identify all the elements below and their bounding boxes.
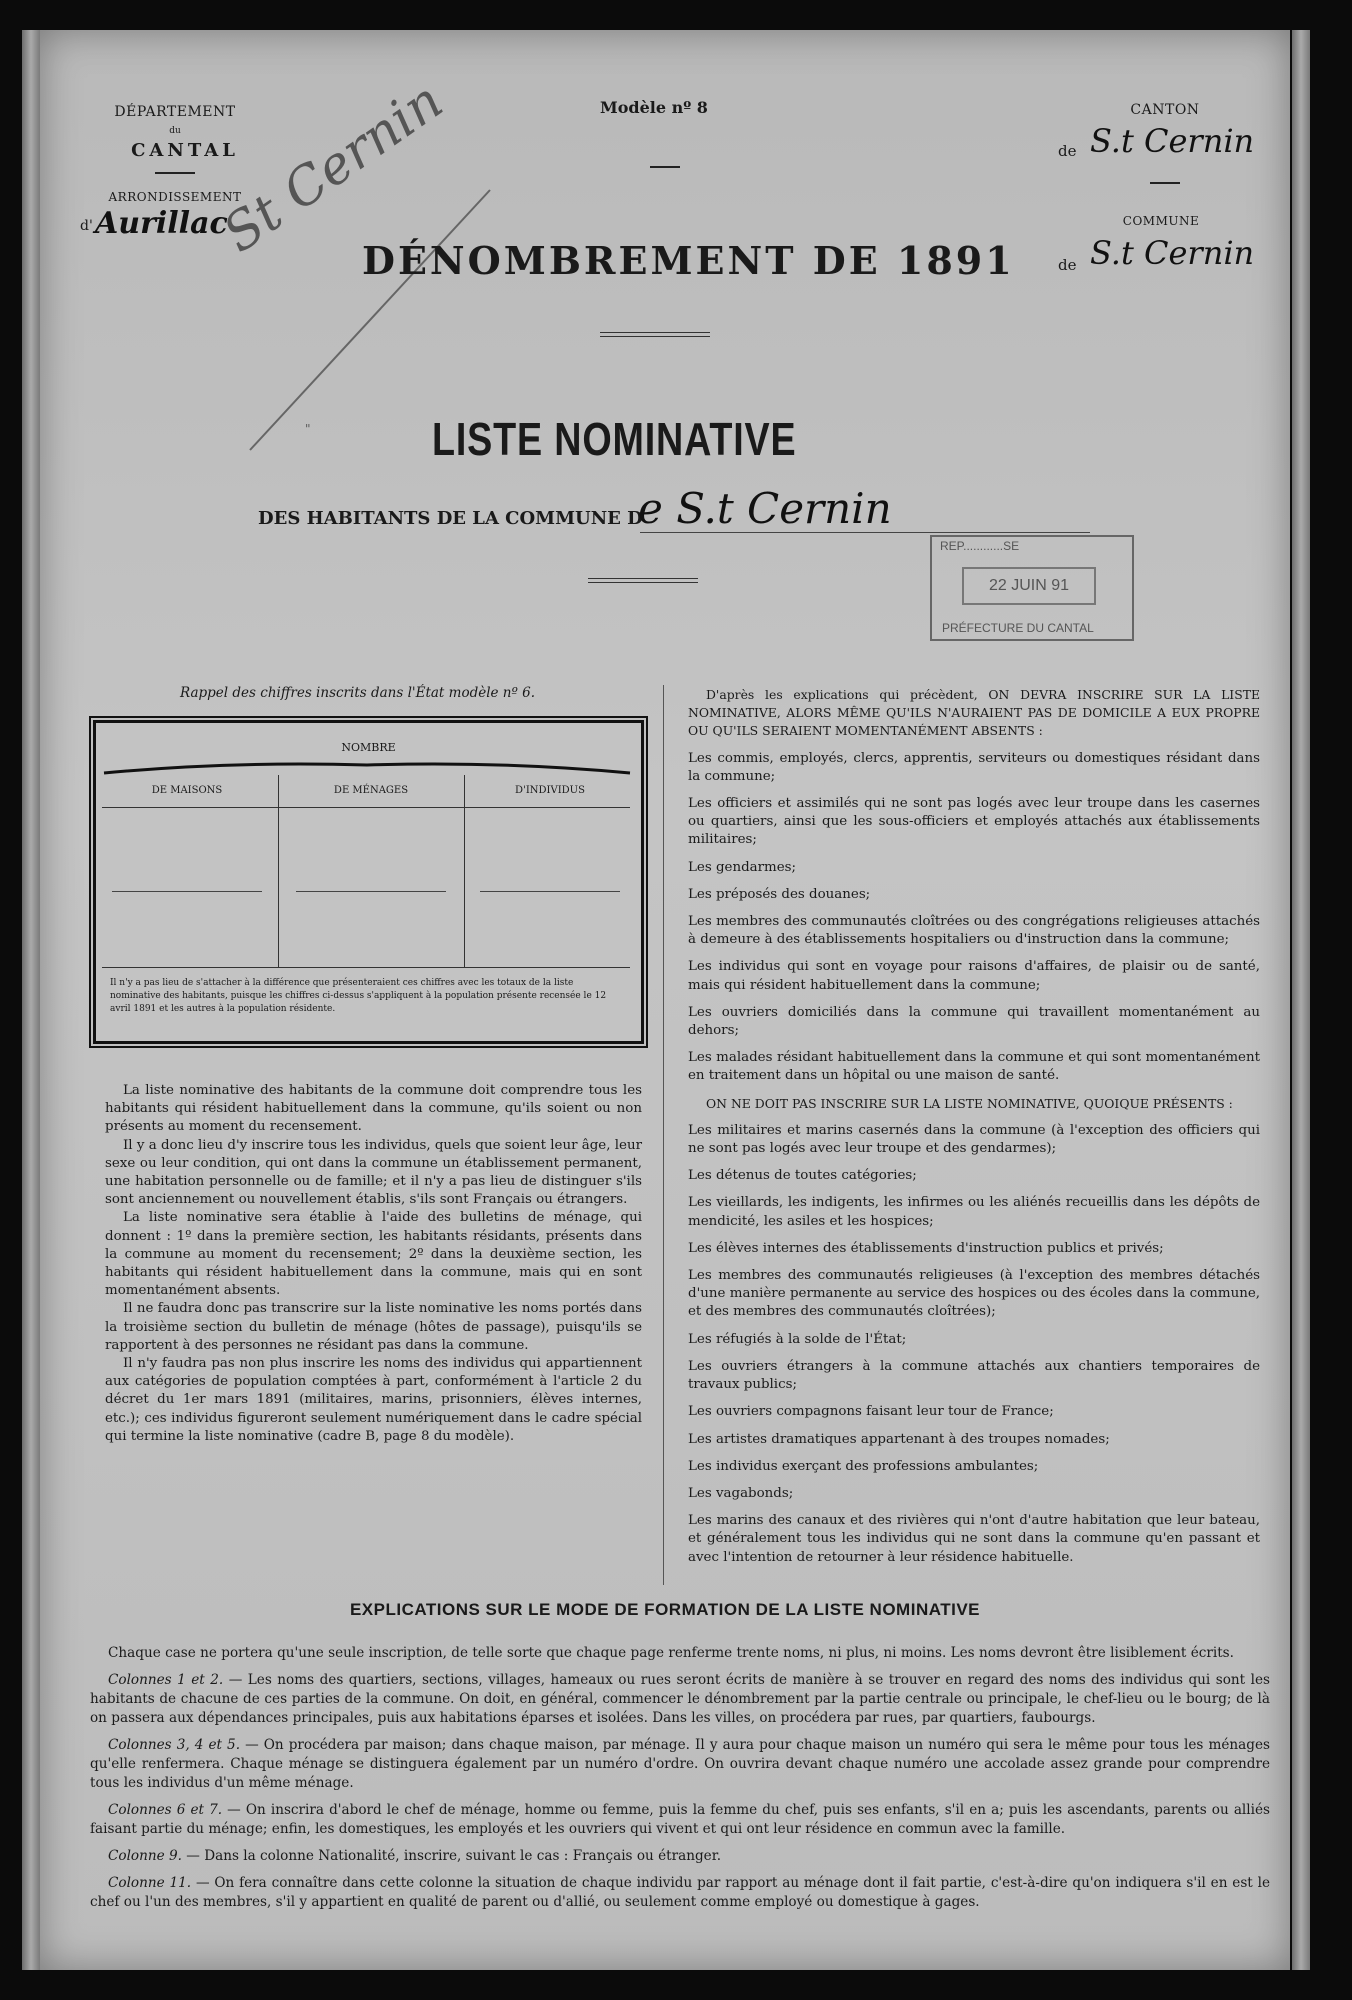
blank-line bbox=[112, 891, 262, 892]
footer-rule bbox=[102, 967, 630, 968]
left-column bbox=[105, 1082, 642, 1446]
left-paragraph: Il n'y faudra pas non plus inscrire les noms des individus qui appartiennent aux catégories de population comptées à part, conformément à l'article 2 du décret du 1er mars 1891 (militaires, marins, prisonniers, élèves internes, etc.); ces individus figureront seulement numériquement dans le cadre spécial qui termine la liste nominative (cadre B, page 8 du modèle). bbox=[105, 1356, 642, 1444]
right-column bbox=[688, 686, 1260, 1576]
ne-pas-item: Les marins des canaux et des rivières qui n'ont d'autre habitation que leur bateau, et généralement tous les individus qui ne sont dans la commune qu'en passant et avec l'intention de retourner à leur résidence habituelle. bbox=[688, 1513, 1260, 1565]
underline bbox=[640, 532, 1090, 533]
item-label: Colonne 9. bbox=[108, 1848, 182, 1864]
nombre-brace bbox=[102, 759, 632, 779]
inscrire-item: Les malades résidant habituellement dans la commune et qui sont momentanément en traitement dans un hôpital ou une maison de santé. bbox=[688, 1050, 1260, 1084]
canton-handwritten: S.t Cernin bbox=[1090, 122, 1255, 160]
arrondissement-handwritten: Aurillac bbox=[95, 206, 228, 241]
divider bbox=[1150, 182, 1180, 184]
item-text: — On procédera par maison; dans chaque maison, par ménage. Il y aura pour chaque maison un numéro qui sera le même pour tous les ménages qu'elle renfermera. Chaque ménage se distinguera également par un numéro d'ordre. On ouvrira devant chaque numéro une accolade assez grande pour comprendre tous les individus d'un même ménage. bbox=[90, 1737, 1270, 1791]
column-rule bbox=[663, 685, 664, 1585]
prefecture-stamp bbox=[930, 535, 1134, 641]
divider bbox=[600, 332, 710, 337]
nombre-label: NOMBRE bbox=[341, 741, 396, 754]
tick-mark: " bbox=[305, 422, 311, 436]
col-individus: D'INDIVIDUS bbox=[515, 785, 585, 796]
departement-label: DÉPARTEMENT bbox=[114, 104, 236, 120]
col-menages: DE MÉNAGES bbox=[333, 785, 409, 796]
ne-pas-item: Les individus exerçant des professions ambulantes; bbox=[688, 1458, 1039, 1474]
rappel-box bbox=[93, 720, 644, 1044]
liste-title: LISTE NOMINATIVE bbox=[432, 413, 797, 465]
stamp-bottom: PRÉFECTURE DU CANTAL bbox=[942, 621, 1094, 635]
stamp-date: 22 JUIN 91 bbox=[962, 567, 1096, 605]
inscrire-item: Les préposés des douanes; bbox=[688, 886, 871, 902]
item-label: Colonne 11. bbox=[108, 1875, 192, 1891]
departement-name: CANTAL bbox=[131, 140, 239, 161]
rappel-title: Rappel des chiffres inscrits dans l'État modèle nº 6. bbox=[180, 685, 536, 701]
census-page bbox=[40, 30, 1290, 1970]
liste-subtitle: DES HABITANTS DE LA COMMUNE D bbox=[258, 508, 643, 529]
modele-label: Modèle nº 8 bbox=[600, 98, 708, 117]
ne-pas-item: Les artistes dramatiques appartenant à des troupes nomades; bbox=[688, 1431, 1110, 1447]
explications-intro: Chaque case ne portera qu'une seule inscription, de telle sorte que chaque page renferme trente noms, ni plus, ni moins. Les noms devront être lisiblement écrits. bbox=[108, 1645, 1234, 1661]
explications-title: EXPLICATIONS SUR LE MODE DE FORMATION DE LA LISTE NOMINATIVE bbox=[349, 1600, 981, 1619]
commune-label: COMMUNE bbox=[1122, 214, 1200, 228]
inscrire-item: Les commis, employés, clercs, apprentis, serviteurs ou domestiques résidant dans la commune; bbox=[688, 750, 1260, 784]
col-maisons: DE MAISONS bbox=[151, 785, 223, 796]
inscrire-item: Les officiers et assimilés qui ne sont pas logés avec leur troupe dans les casernes ou quartiers, ainsi que les sous-officiers et employés attachés aux établissements militaires; bbox=[688, 796, 1260, 848]
explications-item bbox=[90, 1671, 1270, 1728]
explications-body bbox=[90, 1644, 1270, 1920]
item-label: Colonnes 3, 4 et 5. bbox=[108, 1737, 241, 1753]
left-paragraph: Il ne faudra donc pas transcrire sur la liste nominative les noms portés dans la troisième section du bulletin de ménage (hôtes de passage), puisqu'ils se rapportent à des personnes ne résidant pas dans la commune. bbox=[105, 1301, 642, 1353]
inscrire-item: Les gendarmes; bbox=[688, 859, 797, 875]
blank-line bbox=[480, 891, 620, 892]
ne-pas-item: Les vieillards, les indigents, les infirmes ou les aliénés recueillis dans les dépôts de mendicité, les asiles et les hospices; bbox=[688, 1195, 1260, 1229]
stamp-top: REP............SE bbox=[940, 539, 1020, 553]
divider bbox=[588, 578, 698, 583]
canton-prefix: de bbox=[1058, 142, 1077, 160]
item-text: — Dans la colonne Nationalité, inscrire, suivant le cas : Français ou étranger. bbox=[181, 1848, 722, 1864]
header-rule bbox=[102, 807, 630, 808]
commune-prefix: de bbox=[1058, 256, 1077, 274]
ne-pas-item: Les élèves internes des établissements d'instruction publics et privés; bbox=[688, 1240, 1164, 1256]
ne-pas-item: Les détenus de toutes catégories; bbox=[688, 1168, 917, 1184]
explications-item bbox=[90, 1847, 1270, 1866]
item-text: — On fera connaître dans cette colonne la situation de chaque individu par rapport au ménage dont il fait partie, c'est-à-dire qu'on indiquera s'il en est le chef ou l'un des membres, s'il y appartient en qualité de parent ou d'allié, ou seulement comme employé ou domestique à gages. bbox=[90, 1875, 1270, 1910]
ne-pas-item: Les membres des communautés religieuses (à l'exception des membres détachés d'une manière permanente au service des hospices ou des écoles dans la commune, et des membres des communautés cloîtrées); bbox=[688, 1268, 1260, 1320]
ne-pas-item: Les ouvriers étrangers à la commune attachés aux chantiers temporaires de travaux publics; bbox=[688, 1358, 1260, 1393]
blank-line bbox=[296, 891, 446, 892]
item-text: — Les noms des quartiers, sections, villages, hameaux ou rues seront écrits de manière à se trouver en regard des noms des individus qui sont les habitants de chacune de ces parties de la commune. On doit, en général, commencer le dénombrement par la partie centrale ou principale, le chef-lieu ou le bourg; de là on passera aux dépendances principales, puis aux habitations éparses et isolées. Dans les villes, on procédera par rues, par quartiers, faubourgs. bbox=[90, 1672, 1270, 1726]
arrondissement-prefix: d' bbox=[80, 218, 93, 234]
explications-item bbox=[90, 1801, 1270, 1839]
right-intro: D'après les explications qui précèdent, ON DEVRA INSCRIRE SUR LA LISTE NOMINATIVE, ALORS MÊME QU'ILS N'AURAIENT PAS DE DOMICILE A EUX PROPRE OU QU'ILS SERAIENT MOMENTANÉMENT ABSENTS : bbox=[688, 687, 1260, 739]
divider bbox=[155, 172, 195, 174]
ne-pas-item: Les réfugiés à la solde de l'État; bbox=[688, 1331, 907, 1347]
inscrire-item: Les ouvriers domiciliés dans la commune qui travaillent momentanément au dehors; bbox=[688, 1004, 1260, 1039]
col-rule bbox=[278, 775, 279, 967]
page-title: DÉNOMBREMENT DE 1891 bbox=[362, 238, 1015, 283]
item-label: Colonnes 6 et 7. bbox=[108, 1802, 223, 1818]
left-paragraph: Il y a donc lieu d'y inscrire tous les individus, quels que soient leur âge, leur sexe ou leur condition, qui ont dans la commune un établissement permanent, une habitation personnelle ou de famille; et il n'y a pas lieu de distinguer s'ils sont anciennement ou nouvellement établis, s'ils sont Français ou étrangers. bbox=[105, 1137, 642, 1208]
arrondissement-label: ARRONDISSEMENT bbox=[108, 190, 242, 204]
left-paragraph: La liste nominative sera établie à l'aide des bulletins de ménage, qui donnent : 1º dans la première section, les habitants résidants, présents dans la commune au moment du recensement; 2º dans la deuxième section, les habitants qui résident habituellement dans la commune, mais qui en sont momentanément absents. bbox=[105, 1210, 642, 1299]
commune-handwritten-large: e S.t Cernin bbox=[638, 484, 892, 533]
ne-pas-heading: ON NE DOIT PAS INSCRIRE SUR LA LISTE NOMINATIVE, QUOIQUE PRÉSENTS : bbox=[706, 1095, 1233, 1111]
left-paragraph: La liste nominative des habitants de la commune doit comprendre tous les habitants qui résident habituellement dans la commune, qu'ils soient ou non présents au moment du recensement. bbox=[105, 1083, 642, 1135]
inscrire-item: Les membres des communautés cloîtrées ou des congrégations religieuses attachés à demeure à des établissements hospitaliers ou d'instruction dans la commune; bbox=[688, 914, 1260, 948]
rappel-note: Il n'y a pas lieu de s'attacher à la différence que présenteraient ces chiffres avec les totaux de la liste nominative des habitants, puisque les chiffres ci-dessus s'appliquent à la population présente recensée le 12 avril 1891 et les autres à la population résidente. bbox=[110, 978, 607, 1014]
inscrire-item: Les individus qui sont en voyage pour raisons d'affaires, de plaisir ou de santé, mais qui résident habituellement dans la commune; bbox=[688, 959, 1260, 993]
col-rule bbox=[464, 775, 465, 967]
ne-pas-item: Les vagabonds; bbox=[688, 1485, 794, 1501]
canton-label: CANTON bbox=[1130, 102, 1200, 118]
divider bbox=[650, 166, 680, 168]
item-label: Colonnes 1 et 2. bbox=[108, 1672, 224, 1688]
ne-pas-item: Les ouvriers compagnons faisant leur tour de France; bbox=[688, 1404, 1054, 1420]
commune-handwritten: S.t Cernin bbox=[1090, 234, 1255, 272]
explications-item bbox=[90, 1874, 1270, 1912]
du-label: du bbox=[169, 126, 181, 136]
ne-pas-item: Les militaires et marins casernés dans la commune (à l'exception des officiers qui ne sont pas logés avec leur troupe et des gendarmes); bbox=[688, 1122, 1260, 1157]
explications-item bbox=[90, 1736, 1270, 1793]
item-text: — On inscrira d'abord le chef de ménage, homme ou femme, puis la femme du chef, puis ses enfants, s'il en a; puis les ascendants, parents ou alliés faisant partie du ménage; enfin, les domestiques, les employés et les ouvriers qui vivent et qui ont leur résidence en commun avec la famille. bbox=[90, 1802, 1270, 1837]
margin-handwriting: St Cernin bbox=[212, 70, 454, 265]
